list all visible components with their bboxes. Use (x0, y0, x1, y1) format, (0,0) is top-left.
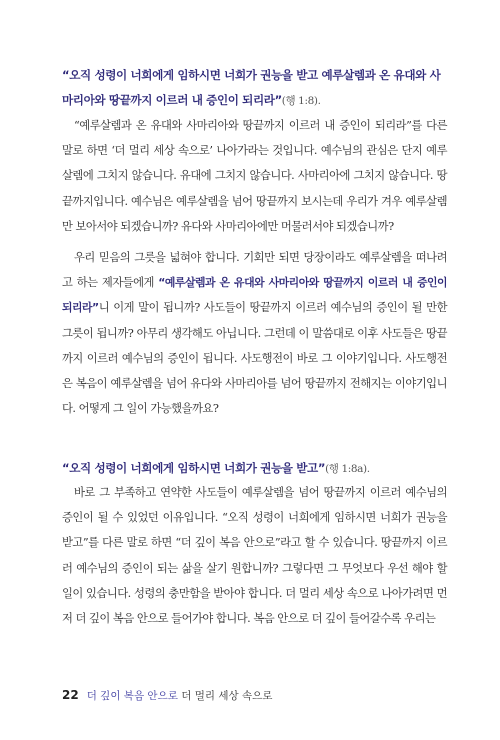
quote-reference: (행 1:8a). (325, 463, 370, 475)
book-title-part-b: 더 멀리 세상 속으로 (181, 690, 273, 702)
book-title-part-a: 더 깊이 복음 안으로 (86, 690, 178, 702)
body-paragraph (62, 480, 447, 631)
body-paragraph (62, 113, 447, 239)
paragraph-text: 니 이게 말이 됩니까? 사도들이 땅끝까지 이르러 예수님의 증인이 될 만한 그릇이 됩니까? 아무리 생각해도 아닙니다. 그런데 이 말씀대로 이후 사도들은 땅끝까지 이르러 예수님의 증인이 됩니다. 사도행전이 바로 그 이야기입니다. 사도행전은 복음이 예루살렘을 넘어 유다와 사마리아를 넘어 땅끝까지 전해지는 이야기입니다. 어떻게 그 일이 가능했을까요? (62, 301, 447, 416)
paragraph-text: “예루살렘과 온 유대와 사마리아와 땅끝까지 이르러 내 증인이 되리라”를 다른 말로 하면 ‘더 멀리 세상 속으로’ 나아가라는 것입니다. 예수님의 관심은 단지 예루살렘에 그치지 않습니다. 유대에 그치지 않습니다. 사마리아에 그치지 않습니다. 땅끝까지입니다. 예수님은 예루살렘을 넘어 땅끝까지 보시는데 우리가 겨우 예루살렘만 보아서야 되겠습니까? 유다와 사마리아에만 머물러서야 되겠습니까? (62, 119, 447, 233)
highlighted-quote: “예루살렘과 온 유대와 사마리아와 땅끝까지 이르러 내 증인이 되리라” (62, 276, 448, 315)
page-number: 22 (62, 688, 79, 702)
page-footer (62, 688, 272, 703)
quote-text: “오직 성령이 너희에게 임하시면 너희가 권능을 받고” (62, 461, 326, 475)
quote-text: “오직 성령이 너희에게 임하시면 너희가 권능을 받고 예루살렘과 온 유대와 사마리아와 땅끝까지 이르러 내 증인이 되리라” (62, 68, 441, 107)
scripture-quote (62, 63, 447, 114)
paragraph-text: 바로 그 부족하고 연약한 사도들이 예루살렘을 넘어 땅끝까지 이르러 예수님의 증인이 될 수 있었던 이유입니다. “오직 성령이 너희에게 임하시면 너희가 권능을 받고”를 다른 말로 하면 “더 깊이 복음 안으로”라고 할 수 있습니다. 땅끝까지 이르러 예수님의 증인이 되는 삶을 살기 원합니까? 그렇다면 그 무엇보다 우선 해야 할 일이 있습니다. 성령의 충만함을 받아야 합니다. 더 멀리 세상 속으로 나아가려면 먼저 더 깊이 복음 안으로 들어가야 합니다. 복음 안으로 더 깊이 들어갈수록 우리는 (62, 486, 447, 626)
body-paragraph (62, 245, 447, 421)
paragraph-text: 우리 믿음의 그릇을 넓혀야 합니다. 기회만 되면 당장이라도 예루살렘을 떠나려고 하는 제자들에게 (62, 251, 447, 290)
scripture-quote (62, 456, 447, 482)
quote-reference: (행 1:8). (281, 95, 321, 107)
